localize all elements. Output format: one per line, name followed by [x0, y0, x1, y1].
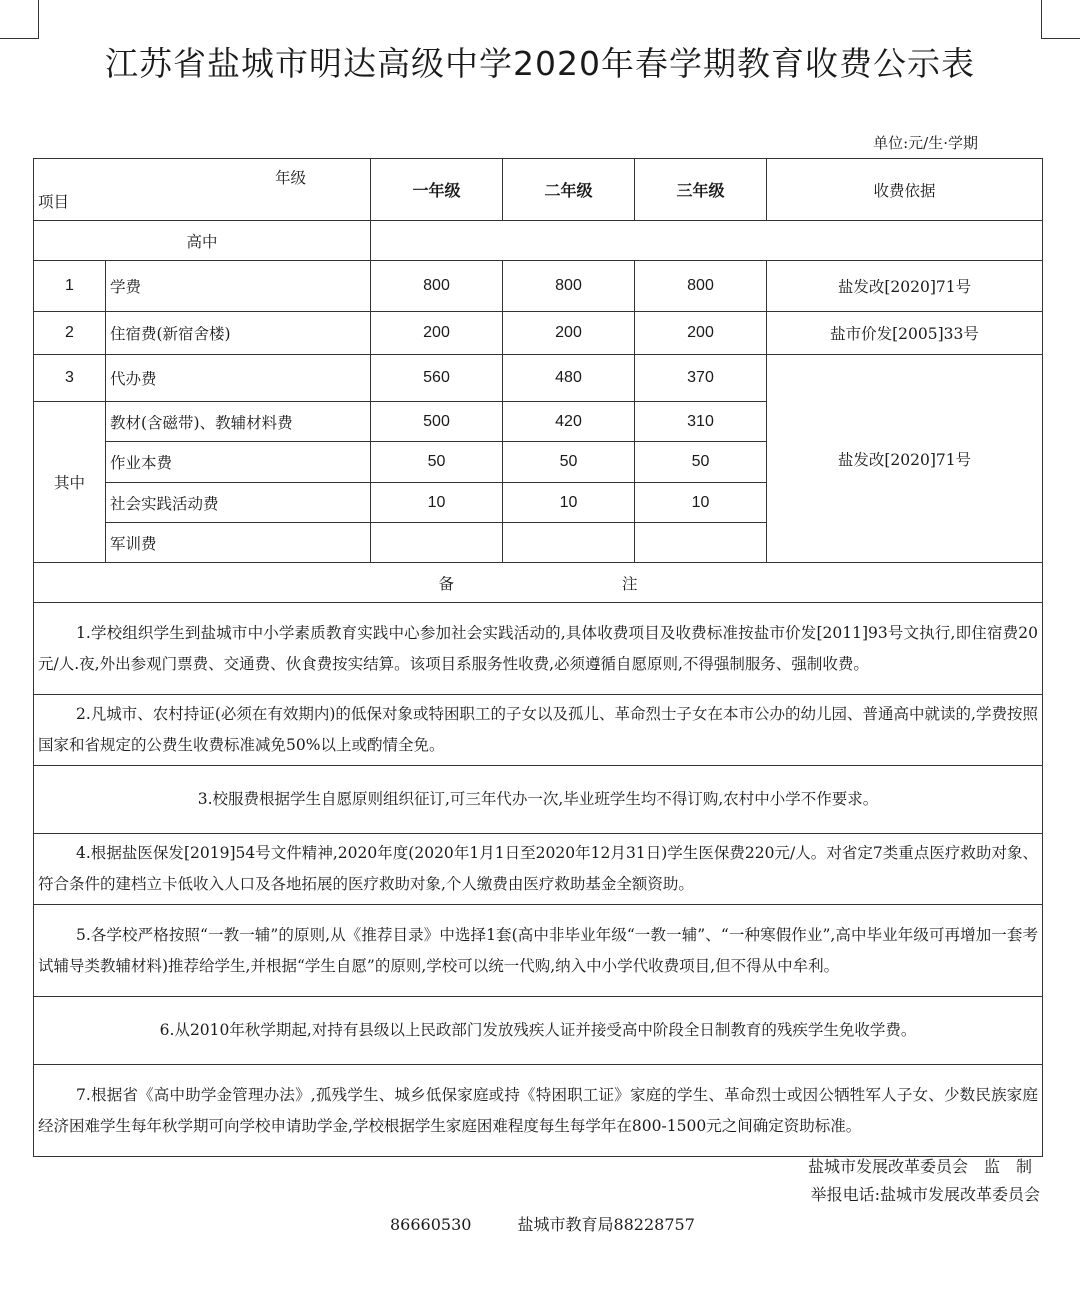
- phone-1: 86660530: [390, 1215, 472, 1234]
- sub-label: 其中: [34, 402, 106, 563]
- row-basis: 盐发改[2020]71号: [767, 261, 1043, 312]
- sub-grade2: [503, 523, 635, 563]
- row-grade1: 800: [371, 261, 503, 312]
- row-basis: 盐市价发[2005]33号: [767, 312, 1043, 355]
- row-grade3: 370: [635, 355, 767, 402]
- sub-grade3: 10: [635, 483, 767, 523]
- sub-grade2: 420: [503, 402, 635, 442]
- sub-grade2: 50: [503, 442, 635, 483]
- section-label: 高中: [34, 221, 371, 261]
- section-empty: [371, 221, 1043, 261]
- phone-2: 盐城市教育局88228757: [517, 1215, 695, 1234]
- remarks-header-right: 注: [621, 574, 638, 593]
- row-number: 1: [34, 261, 106, 312]
- sub-grade1: 10: [371, 483, 503, 523]
- remarks-header: [34, 563, 1043, 603]
- note-row: [34, 1065, 1043, 1157]
- remarks-header-row: [34, 563, 1043, 603]
- basis-header: 收费依据: [767, 159, 1043, 221]
- note-7: 7.根据省《高中助学金管理办法》,孤残学生、城乡低保家庭或持《特困职工证》家庭的学生、革命烈士或因公牺牲军人子女、少数民族家庭经济困难学生每年秋学期可向学校申请助学金,学校根据学生家庭困难程度每生每学年在800-1500元之间确定资助标准。: [34, 1065, 1043, 1157]
- sub-grade3: 50: [635, 442, 767, 483]
- row-grade3: 800: [635, 261, 767, 312]
- table-header-row: [34, 159, 1043, 221]
- note-row: [34, 905, 1043, 997]
- crop-mark-top-left: [0, 0, 39, 39]
- note-row: [34, 834, 1043, 905]
- remarks-header-left: 备: [438, 574, 455, 593]
- note-6: 6.从2010年秋学期起,对持有县级以上民政部门发放残疾人证并接受高中阶段全日制教育的残疾学生免收学费。: [34, 997, 1043, 1065]
- grade2-header: 二年级: [503, 159, 635, 221]
- sub-grade1: [371, 523, 503, 563]
- grade3-header: 三年级: [635, 159, 767, 221]
- row-grade2: 200: [503, 312, 635, 355]
- supervisor-line: 盐城市发展改革委员会 监 制: [807, 1157, 1032, 1176]
- phone-line: [390, 1212, 695, 1235]
- section-row: [34, 221, 1043, 261]
- crop-mark-top-right: [1041, 0, 1080, 39]
- note-5: 5.各学校严格按照“一教一辅”的原则,从《推荐目录》中选择1套(高中非毕业年级“一教一辅”、“一种寒假作业”,高中毕业年级可再增加一套考试辅导类教辅材料)推荐给学生,并根据“学生自愿”的原则,学校可以统一代购,纳入中小学代收费项目,但不得从中牟利。: [34, 905, 1043, 997]
- sub-grade3: 310: [635, 402, 767, 442]
- sub-item: 社会实践活动费: [106, 483, 371, 523]
- table-row: [34, 261, 1043, 312]
- table-row: [34, 355, 1043, 402]
- note-row: [34, 766, 1043, 834]
- note-4: 4.根据盐医保发[2019]54号文件精神,2020年度(2020年1月1日至2020年12月31日)学生医保费220元/人。对省定7类重点医疗救助对象、符合条件的建档立卡低收入人口及各地拓展的医疗救助对象,个人缴费由医疗救助基金全额资助。: [34, 834, 1043, 905]
- grade-header: 年级: [274, 168, 306, 187]
- fee-table: [33, 158, 1043, 1157]
- row-grade2: 480: [503, 355, 635, 402]
- row-item: 代办费: [106, 355, 371, 402]
- row-grade2: 800: [503, 261, 635, 312]
- item-header: 项目: [38, 192, 70, 211]
- sub-item: 教材(含磁带)、教辅材料费: [106, 402, 371, 442]
- note-row: [34, 603, 1043, 695]
- table-row: [34, 312, 1043, 355]
- header-diagonal-cell: [34, 159, 371, 221]
- document-title: 江苏省盐城市明达高级中学2020年春学期教育收费公示表: [105, 44, 975, 83]
- note-2: 2.凡城市、农村持证(必须在有效期内)的低保对象或特困职工的子女以及孤儿、革命烈士子女在本市公办的幼儿园、普通高中就读的,学费按照国家和省规定的公费生收费标准减免50%以上或酌情全免。: [34, 695, 1043, 766]
- sub-grade1: 500: [371, 402, 503, 442]
- sub-grade2: 10: [503, 483, 635, 523]
- hotline-line: 举报电话:盐城市发展改革委员会: [810, 1185, 1040, 1204]
- row-grade1: 560: [371, 355, 503, 402]
- row-item: 住宿费(新宿舍楼): [106, 312, 371, 355]
- note-row: [34, 695, 1043, 766]
- grade1-header: 一年级: [371, 159, 503, 221]
- row-grade1: 200: [371, 312, 503, 355]
- sub-grade1: 50: [371, 442, 503, 483]
- row-grade3: 200: [635, 312, 767, 355]
- sub-item: 作业本费: [106, 442, 371, 483]
- sub-grade3: [635, 523, 767, 563]
- note-3: 3.校服费根据学生自愿原则组织征订,可三年代办一次,毕业班学生均不得订购,农村中小学不作要求。: [34, 766, 1043, 834]
- sub-item: 军训费: [106, 523, 371, 563]
- row-number: 2: [34, 312, 106, 355]
- note-1: 1.学校组织学生到盐城市中小学素质教育实践中心参加社会实践活动的,具体收费项目及收费标准按盐市价发[2011]93号文执行,即住宿费20元/人.夜,外出参观门票费、交通费、伙食费按实结算。该项目系服务性收费,必须遵循自愿原则,不得强制服务、强制收费。: [34, 603, 1043, 695]
- unit-label: 单位:元/生·学期: [873, 134, 978, 152]
- row-item: 学费: [106, 261, 371, 312]
- sub-basis: 盐发改[2020]71号: [767, 355, 1043, 563]
- row-number: 3: [34, 355, 106, 402]
- note-row: [34, 997, 1043, 1065]
